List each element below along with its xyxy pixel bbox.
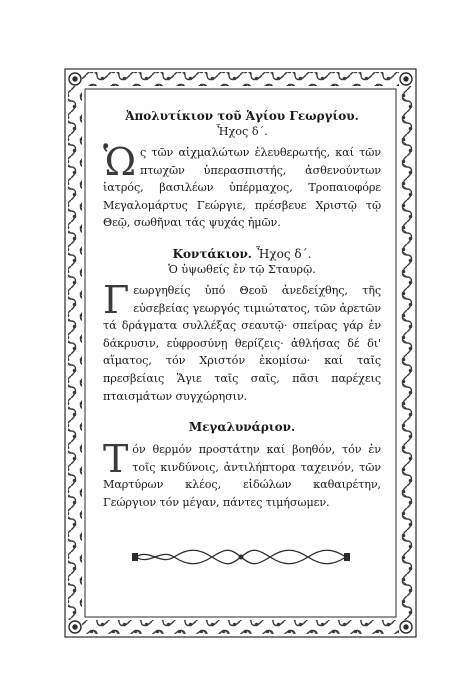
megalynarion-drop-letter: Τ <box>103 437 129 482</box>
apolytikion-tone: Ἦχος δ΄. <box>216 125 268 138</box>
kontakion-text <box>103 277 381 405</box>
megalynarion-text <box>103 437 381 511</box>
kontakion-tone: Ἦχος δ΄. <box>256 246 312 261</box>
kontakion-title <box>103 246 381 262</box>
apolytikion-title: Ἀπολυτίκιον τοῦ Ἁγίου Γεωργίου. <box>125 109 359 123</box>
kontakion-body: εωργηθείς ὑπό Θεοῦ ἀνεδείχθης, τῆς εὐσεβείας γεωργός τιμιώτατος, τῶν ἀρετῶν τά δράγματα συλλέξας σεαυτῷ· σπείρας γάρ ἐν δάκρυσιν, εὐφροσύνῃ θερίζεις· ἀθλήσας δέ δι' αἵματος, τόν Χριστόν ἐκομίσω· καί ταῖς πρεσβείαις Ἅγιε ταῖς σαῖς, πᾶσι παρέχεις πταισμάτων συγχώρησιν. <box>103 283 381 403</box>
kontakion-melody: Ὁ ὑψωθείς ἐν τῷ Σταυρῷ. <box>168 262 316 276</box>
megalynarion-title: Μεγαλυνάριον. <box>188 420 296 435</box>
kontakion-title-text: Κοντάκιον. <box>172 246 252 261</box>
apolytikion-body: ς τῶν αἰχμαλώτων ἐλευθερωτής, καί τῶν πτωχῶν ὑπερασπιστής, ἀσθενούντων ἰατρός, βασιλέων ὑπέρμαχος, Τροπαιοφόρε Μεγαλομάρτυς Γεώργιε, πρέσβευε Χριστῷ τῷ Θεῷ, σωθῆναι τάς ψυχάς ἡμῶν. <box>103 146 381 230</box>
megalynarion-body: όν θερμόν προστάτην καί βοηθόν, τόν ἐν τοῖς κινδύνοις, ἀντιλήπτορα ταχεινόν, τῶν Μαρτύρων κλέος, εἰδώλων καθαιρέτην, Γεώργιον τόν μέγαν, πάντες τιμήσωμεν. <box>103 443 381 509</box>
kontakion-drop-letter: Γ <box>103 277 130 322</box>
apolytikion-text <box>103 140 381 232</box>
text-column <box>103 108 381 512</box>
flourish-ornament <box>130 546 352 568</box>
apolytikion-drop-letter: Ὡ <box>103 140 136 184</box>
